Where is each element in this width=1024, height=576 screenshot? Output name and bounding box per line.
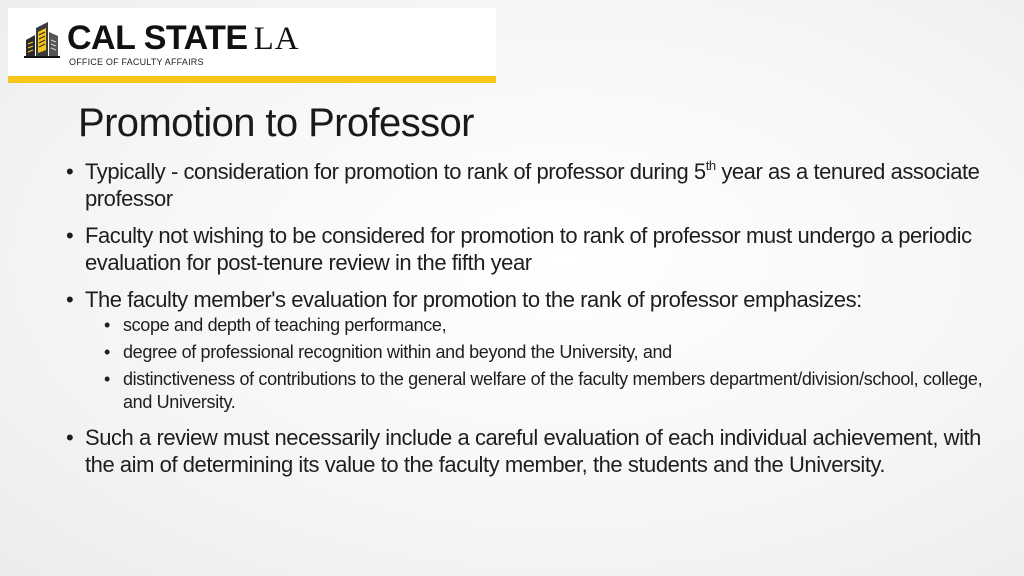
sub-bullet-item: • degree of professional recognition within and beyond the University, and	[104, 341, 986, 364]
bullet-text: Such a review must necessarily include a careful evaluation of each individual achievement, with the aim of determining its value to the faculty member, the students and the University.	[85, 425, 981, 477]
bullet-item	[66, 286, 986, 414]
office-subtitle: OFFICE OF FACULTY AFFAIRS	[69, 57, 204, 67]
bullet-item	[66, 158, 986, 212]
brand-name: CAL STATE	[67, 19, 248, 57]
bullet-list	[66, 158, 986, 478]
bullet-text-continued: year as a tenured associate professor	[85, 159, 980, 211]
sub-bullet-list	[104, 314, 986, 414]
sub-bullet-item: • scope and depth of teaching performance,	[104, 314, 986, 337]
building-logo-icon	[24, 20, 60, 58]
brand-suffix: LA	[253, 21, 300, 57]
bullet-item	[66, 424, 986, 478]
brand-wordmark	[67, 18, 300, 59]
bullet-text: Faculty not wishing to be considered for promotion to rank of professor must undergo a periodic evaluation for post-tenure review in the fifth year	[85, 223, 972, 275]
sub-bullet-item: • distinctiveness of contributions to the general welfare of the faculty members department/division/school, college, and University.	[104, 368, 986, 414]
ordinal-superscript: th	[705, 157, 716, 173]
bullet-text: The faculty member's evaluation for promotion to the rank of professor emphasizes:	[85, 287, 862, 312]
bullet-text: Typically - consideration for promotion to rank of professor during 5	[85, 159, 706, 184]
slide-title: Promotion to Professor	[78, 101, 474, 145]
bullet-item	[66, 222, 986, 276]
slide-body	[66, 158, 986, 478]
gold-divider	[8, 76, 496, 83]
